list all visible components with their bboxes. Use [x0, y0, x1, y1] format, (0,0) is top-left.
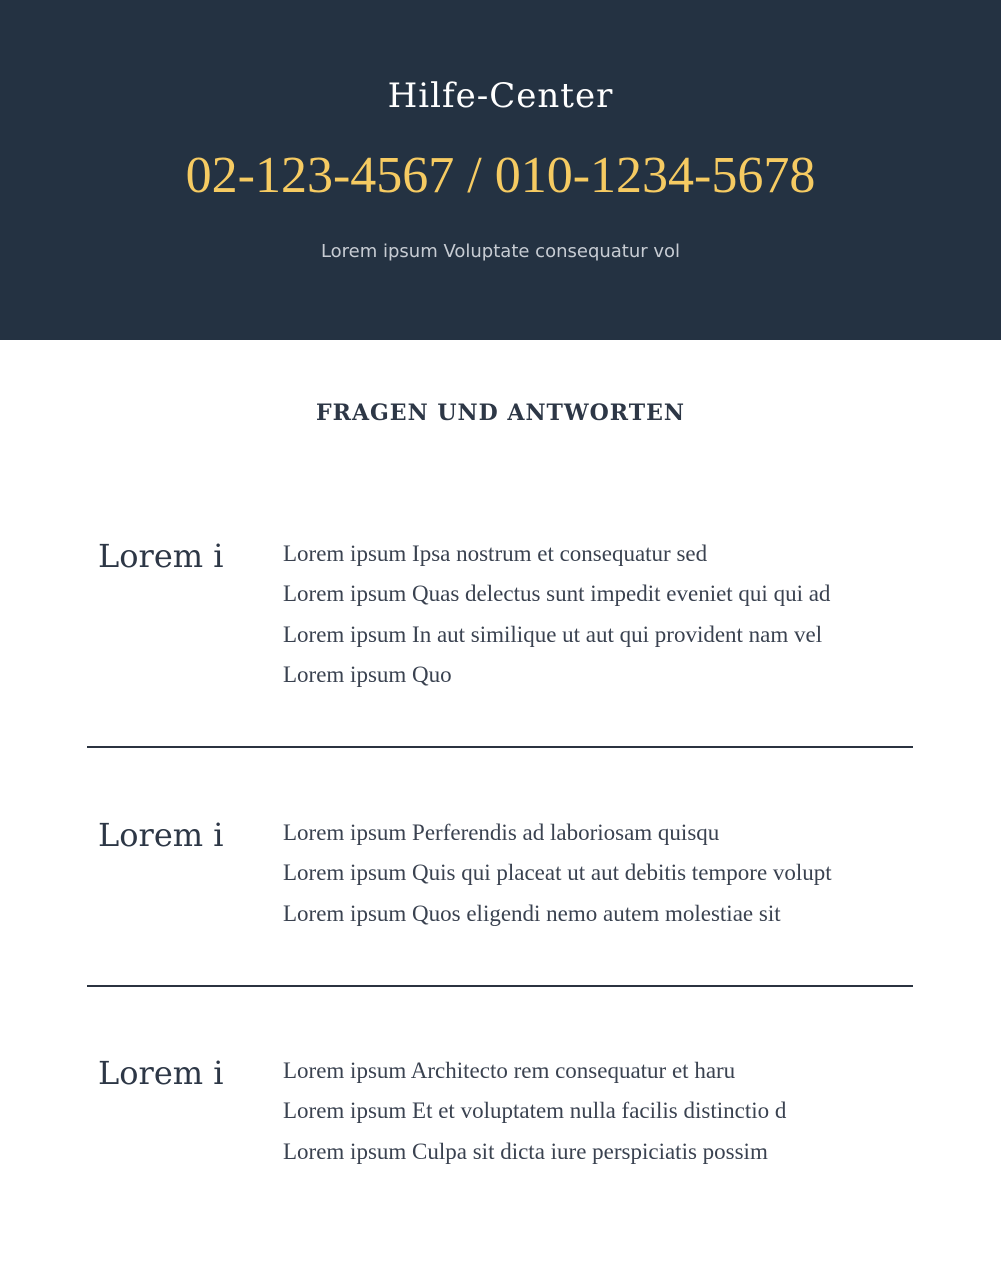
header-title: Hilfe-Center [387, 76, 614, 116]
faq-divider [87, 985, 913, 987]
faq-answer-list [283, 1051, 913, 1172]
faq-answer-line: Lorem ipsum Quas delectus sunt impedit eveniet qui qui ad [283, 581, 831, 607]
faq-section-title: FRAGEN UND ANTWORTEN [316, 400, 685, 426]
faq-answer-line: Lorem ipsum Quo [283, 661, 452, 687]
faq-answer-list [283, 534, 913, 695]
faq-question: Lorem i [98, 537, 224, 575]
help-center-header [0, 0, 1001, 340]
faq-question: Lorem i [98, 1054, 224, 1092]
faq-divider [87, 746, 913, 748]
faq-answer-line: Lorem ipsum Quos eligendi nemo autem molestiae sit [283, 900, 781, 926]
faq-answer-line: Lorem ipsum Architecto rem consequatur et haru [283, 1058, 736, 1083]
faq-answer-line: Lorem ipsum Perferendis ad laboriosam quisqu [283, 820, 720, 845]
faq-answer-line: Lorem ipsum Ipsa nostrum et consequatur sed [283, 541, 708, 566]
header-phone-numbers: 02-123-4567 / 010-1234-5678 [185, 147, 816, 204]
faq-answer-line: Lorem ipsum Culpa sit dicta iure perspiciatis possim [283, 1138, 768, 1164]
faq-answer-line: Lorem ipsum Quis qui placeat ut aut debitis tempore volupt [283, 860, 832, 886]
faq-answer-list [283, 813, 913, 934]
faq-question: Lorem i [98, 816, 224, 854]
header-subtitle: Lorem ipsum Voluptate consequatur vol [320, 241, 681, 262]
faq-answer-line: Lorem ipsum In aut similique ut aut qui provident nam vel [283, 621, 823, 647]
faq-answer-line: Lorem ipsum Et et voluptatem nulla facilis distinctio d [283, 1098, 787, 1124]
